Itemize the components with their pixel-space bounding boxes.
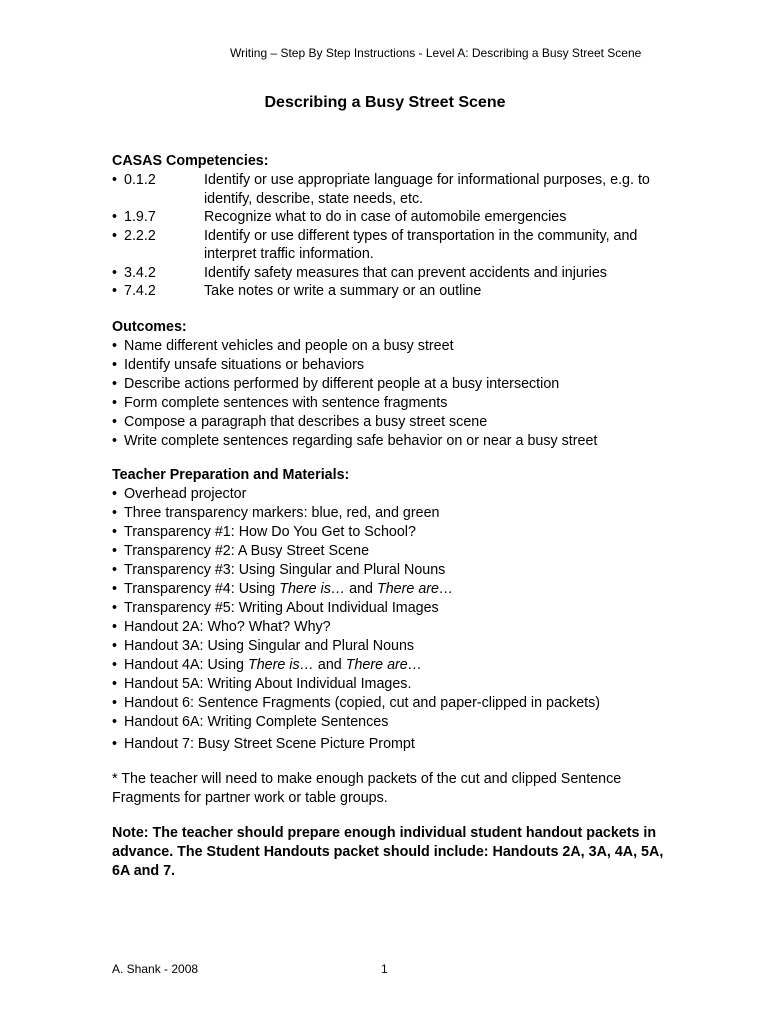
page-title: Describing a Busy Street Scene [264,94,506,111]
material-item: • Handout 3A: Using Singular and Plural Nouns [112,638,415,654]
competency-code: 1.9.7 [124,209,156,225]
page-number: 1 [381,962,388,976]
competency-code: 2.2.2 [124,227,156,244]
competency-code: 7.4.2 [124,283,156,299]
bullet-icon: • [112,433,118,449]
bullet-icon: • [112,714,118,730]
outcome-item: • Write complete sentences regarding safe behavior on or near a busy street [112,433,598,449]
bullet-icon: • [112,486,118,502]
materials-section [112,466,672,754]
bullet-icon: • [112,581,118,597]
competency-description: Recognize what to do in case of automobile emergencies [204,209,567,225]
materials-heading: Teacher Preparation and Materials: [112,467,350,483]
material-item: • Transparency #1: How Do You Get to School? [112,524,416,540]
bullet-icon: • [112,264,118,281]
bullet-icon: • [112,676,118,692]
material-item: • Three transparency markers: blue, red, and green [112,505,440,521]
competency-description: Take notes or write a summary or an outline [204,283,482,299]
competency-item [112,282,672,301]
bullet-icon: • [112,227,118,244]
bullet-icon: • [112,524,118,540]
running-header: Writing – Step By Step Instructions - Level A: Describing a Busy Street Scene [230,46,642,60]
bullet-icon: • [112,283,118,299]
competency-description: Identify or use appropriate language for informational purposes, e.g. to identify, describe, state needs, etc. [204,172,650,207]
competency-item [112,264,672,283]
outcome-item: • Compose a paragraph that describes a busy street scene [112,414,488,430]
bullet-icon: • [112,695,118,711]
material-item: • Handout 4A: Using There is… and There are… [112,657,423,673]
outcome-item: • Identify unsafe situations or behaviors [112,357,365,373]
asterisk-note [112,770,672,808]
material-item: • Handout 2A: Who? What? Why? [112,619,331,635]
material-item: • Handout 5A: Writing About Individual Images. [112,676,412,692]
bullet-icon: • [112,619,118,635]
competency-item [112,208,672,227]
material-item: • Transparency #2: A Busy Street Scene [112,543,370,559]
bullet-icon: • [112,376,118,392]
competency-item [112,171,672,208]
competency-item [112,227,672,264]
asterisk-note-text: The teacher will need to make enough packets of the cut and clipped Sentence Fragments for partner work or table groups. [112,771,622,806]
bullet-icon: • [112,505,118,521]
teacher-note: Note: The teacher should prepare enough individual student handout packets in advance. The Student Handouts packet should include: Handouts 2A, 3A, 4A, 5A, 6A and 7. [112,825,664,879]
material-item: • Handout 6: Sentence Fragments (copied, cut and paper-clipped in packets) [112,695,601,711]
casas-heading: CASAS Competencies: [112,153,269,169]
competency-description: Identify or use different types of transportation in the community, and interpret traffic information. [204,227,638,262]
material-item: • Transparency #3: Using Singular and Plural Nouns [112,562,446,578]
bullet-icon: • [112,209,118,225]
material-item: • Overhead projector [112,486,247,502]
material-item: • Transparency #4: Using There is… and There are… [112,581,454,597]
footer-author: A. Shank - 2008 [112,962,199,976]
bullet-icon: • [112,657,118,673]
bullet-icon: • [112,562,118,578]
bullet-icon: • [112,600,118,616]
bullet-icon: • [112,172,118,188]
competency-code: 3.4.2 [124,264,156,281]
bullet-icon: • [112,736,118,752]
outcome-item: • Name different vehicles and people on a busy street [112,338,454,354]
material-item: • Handout 6A: Writing Complete Sentences [112,714,389,730]
material-item: • Handout 7: Busy Street Scene Picture Prompt [112,736,415,752]
outcomes-heading: Outcomes: [112,319,187,335]
outcome-item: • Describe actions performed by different people at a busy intersection [112,376,560,392]
bullet-icon: • [112,638,118,654]
bullet-icon: • [112,395,118,411]
material-item: • Transparency #5: Writing About Individual Images [112,600,439,616]
bullet-icon: • [112,338,118,354]
bullet-icon: • [112,414,118,430]
bullet-icon: • [112,543,118,559]
bullet-icon: • [112,357,118,373]
asterisk-mark: * [112,771,118,787]
competency-description: Identify safety measures that can prevent accidents and injuries [204,264,607,281]
outcomes-section [112,318,672,451]
outcome-item: • Form complete sentences with sentence fragments [112,395,448,411]
competency-code: 0.1.2 [124,172,156,188]
casas-section [112,152,672,301]
